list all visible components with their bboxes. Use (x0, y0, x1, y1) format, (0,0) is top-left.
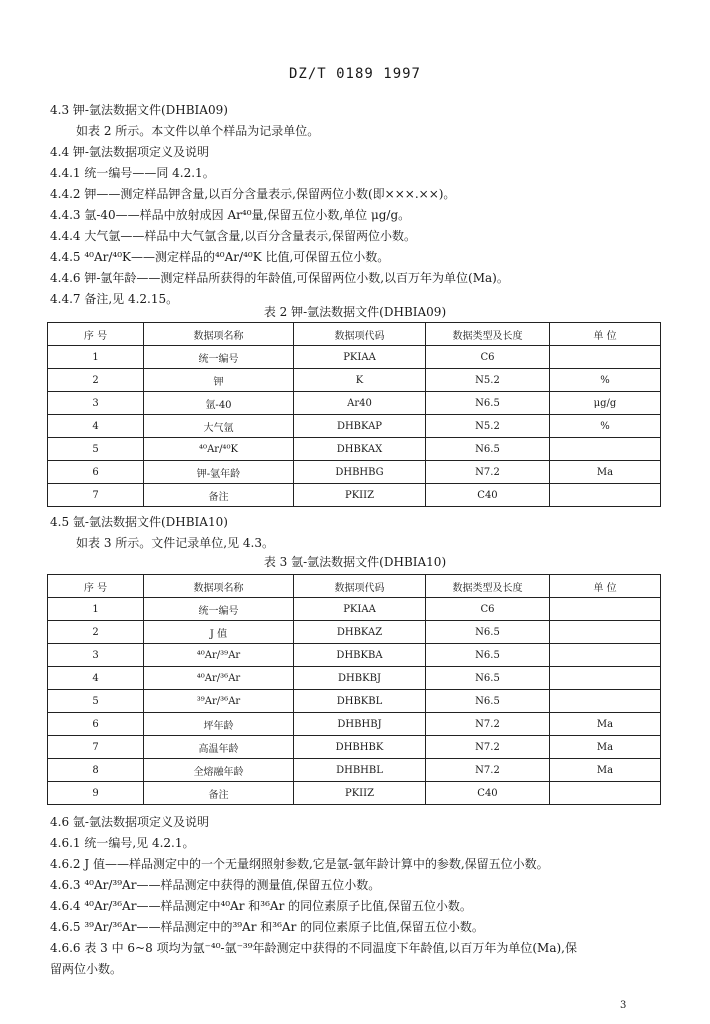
cell: N6.5 (426, 438, 550, 461)
clause-4-6-6-continuation: 留两位小数。 (50, 962, 123, 976)
cell: DHBHBL (294, 759, 426, 782)
cell: 7 (48, 484, 144, 507)
cell: PKIIZ (294, 782, 426, 805)
cell: DHBKBL (294, 690, 426, 713)
col-header-unit: 单 位 (550, 575, 661, 598)
cell (550, 346, 661, 369)
cell: 2 (48, 621, 144, 644)
cell: ³⁹Ar/³⁶Ar (144, 690, 294, 713)
table-2 (47, 322, 661, 507)
table-row (48, 438, 661, 461)
clause-4-6-5: 4.6.5 ³⁹Ar/³⁶Ar——样品测定中的³⁹Ar 和³⁶Ar 的同位素原子比值,保留五位小数。 (50, 920, 484, 934)
cell: 2 (48, 369, 144, 392)
cell: DHBHBJ (294, 713, 426, 736)
cell: N7.2 (426, 759, 550, 782)
cell: N6.5 (426, 667, 550, 690)
cell: ⁴⁰Ar/³⁹Ar (144, 644, 294, 667)
clause-4-6-4: 4.6.4 ⁴⁰Ar/³⁶Ar——样品测定中⁴⁰Ar 和³⁶Ar 的同位素原子比值,保留五位小数。 (50, 899, 472, 913)
cell: 6 (48, 713, 144, 736)
page-number: 3 (620, 1000, 627, 1011)
clause-4-4-4: 4.4.4 大气氩——样品中大气氩含量,以百分含量表示,保留两位小数。 (50, 229, 416, 243)
cell: Ma (550, 461, 661, 484)
clause-4-6-6: 4.6.6 表 3 中 6~8 项均为氩⁻⁴⁰-氩⁻³⁹年龄测定中获得的不同温度下年龄值,以百万年为单位(Ma),保 (50, 941, 577, 955)
cell: 大气氩 (144, 415, 294, 438)
clause-4-4-1: 4.4.1 统一编号——同 4.2.1。 (50, 166, 215, 180)
cell: Ma (550, 736, 661, 759)
table-row (48, 736, 661, 759)
cell: PKIIZ (294, 484, 426, 507)
cell: 5 (48, 690, 144, 713)
cell: K (294, 369, 426, 392)
cell (550, 484, 661, 507)
table-row (48, 484, 661, 507)
cell: N5.2 (426, 369, 550, 392)
cell: 9 (48, 782, 144, 805)
table-row (48, 759, 661, 782)
table-row (48, 369, 661, 392)
col-header-type-length: 数据类型及长度 (426, 323, 550, 346)
col-header-type-length: 数据类型及长度 (426, 575, 550, 598)
section-4-6-title: 4.6 氩-氩法数据项定义及说明 (50, 815, 209, 829)
cell: C40 (426, 782, 550, 805)
cell (550, 690, 661, 713)
cell: N5.2 (426, 415, 550, 438)
table-2-caption: 表 2 钾-氩法数据文件(DHBIA09) (263, 305, 447, 319)
cell: N6.5 (426, 392, 550, 415)
cell (550, 621, 661, 644)
cell (550, 598, 661, 621)
cell: 备注 (144, 484, 294, 507)
table-3 (47, 574, 661, 805)
cell: 统一编号 (144, 346, 294, 369)
cell: J 值 (144, 621, 294, 644)
cell: 1 (48, 598, 144, 621)
table-row (48, 667, 661, 690)
table-row (48, 415, 661, 438)
clause-4-6-2: 4.6.2 J 值——样品测定中的一个无量纲照射参数,它是氩-氩年龄计算中的参数,保留五位小数。 (50, 857, 549, 871)
cell: 6 (48, 461, 144, 484)
table-row (48, 392, 661, 415)
clause-4-4-3: 4.4.3 氩-40——样品中放射成因 Ar⁴⁰量,保留五位小数,单位 μg/g。 (50, 208, 411, 222)
cell: PKIAA (294, 598, 426, 621)
cell: C40 (426, 484, 550, 507)
section-4-5-title: 4.5 氩-氩法数据文件(DHBIA10) (50, 515, 228, 529)
cell: PKIAA (294, 346, 426, 369)
cell: DHBHBK (294, 736, 426, 759)
section-4-3-body: 如表 2 所示。本文件以单个样品为记录单位。 (76, 124, 320, 138)
cell: DHBHBG (294, 461, 426, 484)
cell (550, 644, 661, 667)
cell: 钾 (144, 369, 294, 392)
cell: 3 (48, 644, 144, 667)
cell: 钾-氩年龄 (144, 461, 294, 484)
col-header-unit: 单 位 (550, 323, 661, 346)
cell: N7.2 (426, 713, 550, 736)
cell: DHBKBJ (294, 667, 426, 690)
col-header-item-name: 数据项名称 (144, 323, 294, 346)
cell: Ma (550, 759, 661, 782)
cell: 备注 (144, 782, 294, 805)
clause-4-4-6: 4.4.6 钾-氩年龄——测定样品所获得的年龄值,可保留两位小数,以百万年为单位(Ma)。 (50, 271, 509, 285)
cell: 全熔融年龄 (144, 759, 294, 782)
cell: 坪年龄 (144, 713, 294, 736)
cell: 氩-40 (144, 392, 294, 415)
cell: DHBKAX (294, 438, 426, 461)
table-row (48, 598, 661, 621)
clause-4-6-3: 4.6.3 ⁴⁰Ar/³⁹Ar——样品测定中获得的测量值,保留五位小数。 (50, 878, 381, 892)
cell: N6.5 (426, 690, 550, 713)
table-3-caption: 表 3 氩-氩法数据文件(DHBIA10) (263, 555, 447, 569)
col-header-item-name: 数据项名称 (144, 575, 294, 598)
cell: DHBKBA (294, 644, 426, 667)
clause-4-4-7: 4.4.7 备注,见 4.2.15。 (50, 292, 179, 306)
table-row (48, 644, 661, 667)
cell: 8 (48, 759, 144, 782)
cell: N6.5 (426, 621, 550, 644)
col-header-item-code: 数据项代码 (294, 575, 426, 598)
table-header-row (48, 575, 661, 598)
table-row (48, 346, 661, 369)
cell: % (550, 369, 661, 392)
table-row (48, 461, 661, 484)
table-header-row (48, 323, 661, 346)
cell: 3 (48, 392, 144, 415)
cell: 4 (48, 415, 144, 438)
cell: 4 (48, 667, 144, 690)
cell: % (550, 415, 661, 438)
table-row (48, 621, 661, 644)
standard-header: DZ/T 0189 1997 (288, 66, 421, 82)
cell: 统一编号 (144, 598, 294, 621)
table-row (48, 690, 661, 713)
cell: N7.2 (426, 461, 550, 484)
table-row (48, 713, 661, 736)
cell: N6.5 (426, 644, 550, 667)
clause-4-4-5: 4.4.5 ⁴⁰Ar/⁴⁰K——测定样品的⁴⁰Ar/⁴⁰K 比值,可保留五位小数。 (50, 250, 390, 264)
cell: 5 (48, 438, 144, 461)
cell: 高温年龄 (144, 736, 294, 759)
cell (550, 438, 661, 461)
section-4-5-body: 如表 3 所示。文件记录单位,见 4.3。 (76, 536, 274, 550)
cell (550, 667, 661, 690)
cell: ⁴⁰Ar/³⁶Ar (144, 667, 294, 690)
col-header-index: 序 号 (48, 323, 144, 346)
cell: 7 (48, 736, 144, 759)
cell: DHBKAZ (294, 621, 426, 644)
cell (550, 782, 661, 805)
section-4-3-title: 4.3 钾-氩法数据文件(DHBIA09) (50, 103, 228, 117)
cell: C6 (426, 346, 550, 369)
table-row (48, 782, 661, 805)
clause-4-6-1: 4.6.1 统一编号,见 4.2.1。 (50, 836, 195, 850)
cell: μg/g (550, 392, 661, 415)
cell: Ar40 (294, 392, 426, 415)
section-4-4-title: 4.4 钾-氩法数据项定义及说明 (50, 145, 209, 159)
clause-4-4-2: 4.4.2 钾——测定样品钾含量,以百分含量表示,保留两位小数(即×××.××)。 (50, 187, 456, 201)
cell: N7.2 (426, 736, 550, 759)
cell: ⁴⁰Ar/⁴⁰K (144, 438, 294, 461)
cell: C6 (426, 598, 550, 621)
col-header-index: 序 号 (48, 575, 144, 598)
col-header-item-code: 数据项代码 (294, 323, 426, 346)
cell: DHBKAP (294, 415, 426, 438)
cell: Ma (550, 713, 661, 736)
cell: 1 (48, 346, 144, 369)
